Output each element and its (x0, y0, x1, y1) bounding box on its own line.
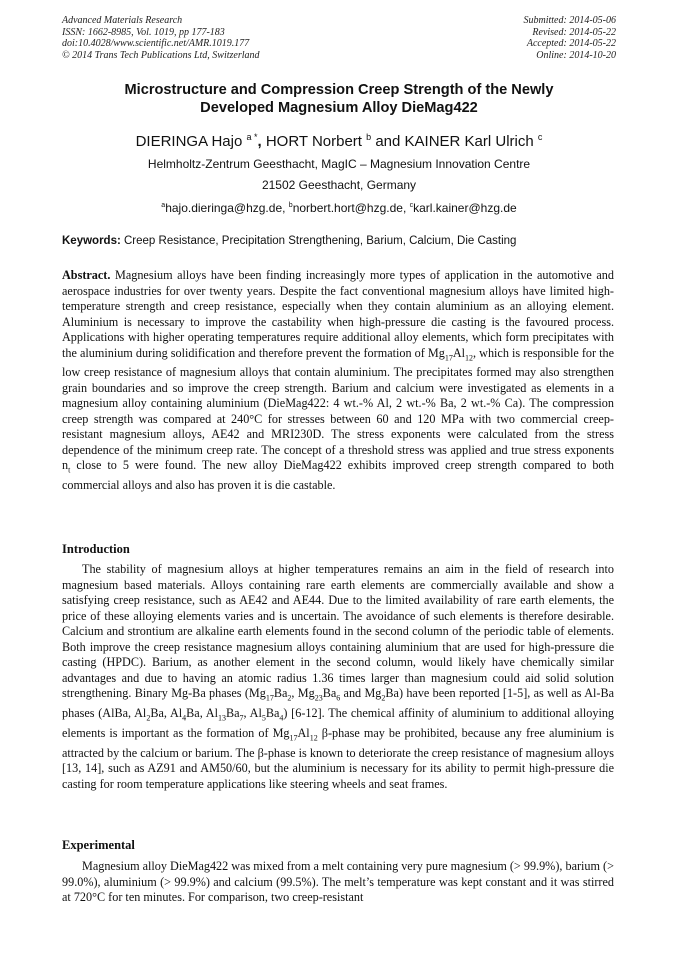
introduction-paragraph (62, 562, 614, 797)
author-2: HORT Norbert (265, 133, 362, 150)
affiliation: Helmholtz-Zentrum Geesthacht, MagIC – Magnesium Innovation Centre (147, 157, 531, 171)
subscript: 13 (218, 713, 226, 723)
intro-text-part: and Mg (340, 686, 382, 700)
intro-text-part: Ba (273, 686, 288, 700)
intro-text-part: Ba (226, 705, 240, 720)
introduction-heading: Introduction (62, 542, 130, 556)
journal-name: Advanced Materials Research (62, 15, 183, 26)
experimental-paragraph: Magnesium alloy DieMag422 was mixed from a melt containing very pure magnesium (> 99.9%), barium (> 99.0%), aluminium (> 99.9%) and calcium (99.5%). The melt’s temperature was kept constant and it was stirred at 720°C for ten minutes. For comparison, two creep-resistant (62, 859, 614, 904)
subscript: 5 (261, 713, 266, 723)
subscript: 12 (465, 352, 474, 362)
email-2-sup: b (288, 202, 293, 209)
author-3-sup: c (537, 132, 543, 142)
subscript: 2 (146, 713, 151, 723)
intro-text-part: , Al (243, 705, 262, 720)
subscript: 17 (444, 352, 453, 362)
introduction (62, 562, 614, 797)
keywords-label: Keywords: (62, 235, 121, 247)
keywords-list: Creep Resistance, Precipitation Strengthening, Barium, Calcium, Die Casting (120, 235, 517, 247)
intro-text-part: Ba, Al (186, 705, 218, 720)
abstract-paragraph (62, 268, 614, 494)
affiliation-city: 21502 Geesthacht, Germany (261, 178, 417, 192)
email-1[interactable]: hajo.dieringa@hzg.de, (165, 201, 289, 215)
keywords (62, 234, 616, 248)
abstract-text-part: close to 5 were found. The new alloy DieMag422 exhibits improved creep strength compared to both commercial alloys and also has proven it is die castable. (62, 458, 614, 493)
author-1-sup: a * (246, 132, 258, 142)
author-emails (62, 199, 616, 215)
subscript: 2 (381, 693, 386, 703)
intro-text-part: Ba (322, 686, 337, 700)
subscript: t (68, 465, 71, 475)
intro-text-part: β-phase may be prohibited, because any free aluminium is attracted by the calcium or barium. The β-phase is known to deteriorate the creep resistance of magnesium alloys [13, 14], such as AZ91 and AM50/60, but the aluminium is necessary for its ability to permit high-pressure die casting for room temperature applications like steering wheels and seat frames. (62, 725, 614, 791)
abstract-text-part: Al (452, 345, 466, 360)
subscript: 17 (289, 733, 298, 743)
intro-text-part: The stability of magnesium alloys at higher temperatures remains an aim in the field of research into magnesium based materials. Alloys containing rare earth elements are commercially available and show a satisfying creep resistance, such as AE42 and AE44. Due to the limited availability of rare earth elements, the price of these alloying elements varies and is uncertain. The avoidance of such elements is therefore desirable. Calcium and strontium are alkaline earth elements found in the second column of the periodic table of elements. Both improve the creep resistance magnesium alloys containing aluminium that are used for high-pressure die casting (HPDC). Barium, as another element in the second column, would likely have chemically similar advantages and due to having an atomic radius 1.36 times larger than magnesium could aid solid solution strengthening. Binary Mg-Ba phases (Mg (62, 562, 614, 700)
intro-text-part: Al (297, 725, 310, 740)
subscript: 7 (239, 713, 244, 723)
intro-text-part: Ba (265, 705, 280, 720)
subscript: 23 (314, 693, 323, 703)
author-list (62, 128, 616, 151)
dates-info (524, 15, 617, 61)
experimental (62, 859, 614, 906)
abstract-label: Abstract. (62, 268, 111, 282)
intro-text-part: , Mg (291, 686, 315, 700)
abstract (62, 268, 614, 494)
subscript: 4 (182, 713, 187, 723)
author-2-sup: b (366, 132, 372, 142)
intro-text-part: Ba) have been reported [1-5], as well as Al-Ba phases (AlBa, Al (62, 686, 614, 720)
email-2[interactable]: norbert.hort@hzg.de, (292, 201, 410, 215)
intro-text-part: ) [6-12]. The chemical affinity of aluminium to additional alloying elements is important as the formation of Mg (62, 705, 615, 740)
revised-date: Revised: 2014-05-22 (532, 26, 616, 38)
intro-text-part: Ba, Al (150, 705, 183, 720)
author-and: and (371, 133, 405, 150)
email-3[interactable]: karl.kainer@hzg.de (413, 201, 517, 215)
subscript: 17 (265, 693, 274, 703)
paper-title (62, 81, 616, 117)
submitted-date: Submitted: 2014-05-06 (523, 15, 616, 26)
issn-line: ISSN: 1662-8985, Vol. 1019, pp 177-183 (62, 26, 225, 38)
subscript: 2 (287, 693, 292, 703)
journal-info (62, 15, 260, 61)
doi-line[interactable]: doi:10.4028/www.scientific.net/AMR.1019.177 (62, 38, 250, 49)
email-1-sup: a (161, 202, 166, 209)
title-line-2: Developed Magnesium Alloy DieMag422 (200, 100, 478, 116)
subscript: 6 (336, 693, 341, 703)
email-3-sup: c (409, 202, 414, 209)
accepted-date: Accepted: 2014-05-22 (526, 38, 616, 49)
author-1: DIERINGA Hajo (135, 133, 243, 150)
subscript: 4 (279, 713, 284, 723)
abstract-text-part: Magnesium alloys have been finding increasingly more types of application in the automotive and aerospace industries for over twenty years. Despite the fact conventional magnesium alloys have limited high-temperature strength and creep resistance, especially when they contain aluminium as an alloying element. Aluminium is necessary to improve the castability when high-pressure die casting is the favoured process. Applications with higher operating temperatures require additional alloy elements, which form precipitates with the aluminium during solidification and therefore prevent the formation of Mg (62, 268, 614, 360)
experimental-heading: Experimental (62, 838, 135, 852)
author-3: KAINER Karl Ulrich (404, 133, 534, 150)
subscript: 12 (309, 733, 318, 743)
title-line-1: Microstructure and Compression Creep Strength of the Newly (124, 82, 554, 98)
author-separator: , (257, 133, 266, 150)
copyright-line: © 2014 Trans Tech Publications Ltd, Switzerland (62, 49, 260, 61)
online-date: Online: 2014-10-20 (536, 49, 616, 61)
abstract-text-part: , which is responsible for the low creep resistance of magnesium alloys that contain aluminium. The precipitates formed may also strengthen grain boundaries and so improve the creep strength. Barium and calcium were investigated as elements in a magnesium alloy containing aluminium (DieMag422: 4 wt.-% Al, 2 wt.-% Ba, 2 wt.-% Ca). The compression creep strength was compared at 240°C for stresses between 60 and 120 MPa with two commercial creep-resistant magnesium alloys, AE42 and MRI230D. The stress exponents were calculated from the stress dependence of the minimum creep rate. The concept of a threshold stress was applied and true stress exponents n (62, 345, 615, 473)
